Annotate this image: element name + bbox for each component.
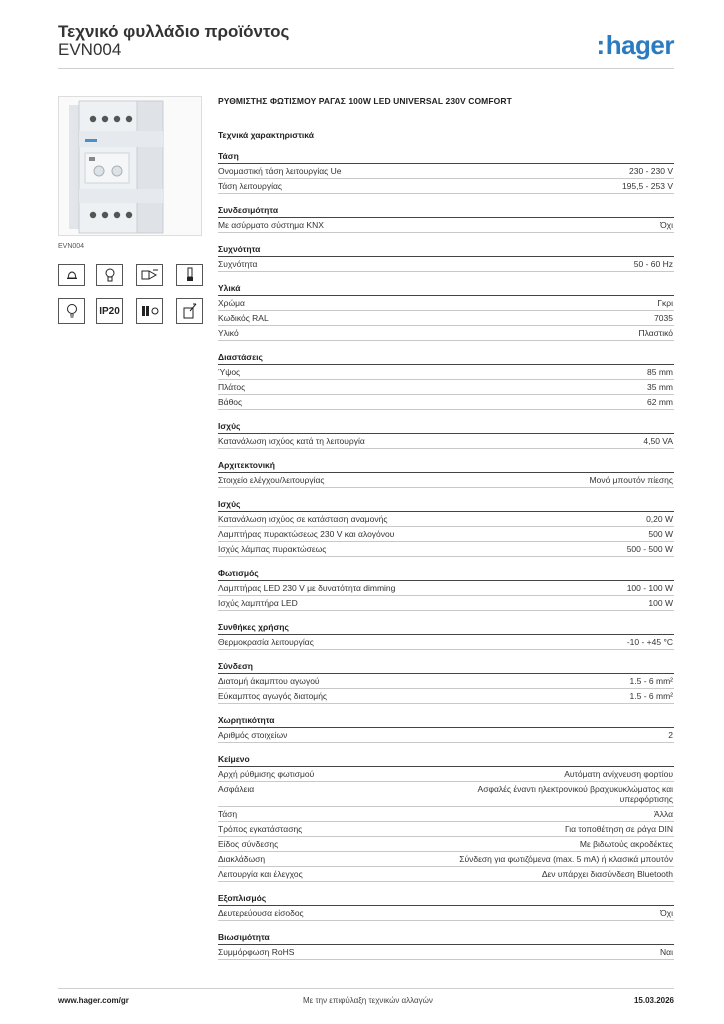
spec-section <box>218 661 674 704</box>
spec-section <box>218 205 674 233</box>
hager-logo[interactable] <box>597 30 674 61</box>
image-caption: EVN004 <box>58 243 85 250</box>
spec-row <box>218 257 674 272</box>
spec-label: Δευτερεύουσα είσοδος <box>218 908 304 918</box>
spec-value: Άλλα <box>654 809 673 819</box>
spec-row <box>218 512 674 527</box>
spec-label: Διακλάδωση <box>218 854 266 864</box>
spec-section <box>218 754 674 882</box>
spec-row <box>218 380 674 395</box>
din-module-illustration <box>59 97 202 236</box>
footer-website[interactable]: www.hager.com/gr <box>58 996 129 1005</box>
spec-row <box>218 635 674 650</box>
spec-value: Μονό μπουτόν πίεσης <box>589 475 673 485</box>
spec-value: Όχι <box>660 908 673 918</box>
spec-value: Δεν υπάρχει διασύνδεση Bluetooth <box>541 869 673 879</box>
spec-value: 100 - 100 W <box>626 583 673 593</box>
spec-value: 35 mm <box>647 382 673 392</box>
spec-value: 4,50 VA <box>643 436 673 446</box>
section-title: Βιωσιμότητα <box>218 932 674 945</box>
spec-value: 1.5 - 6 mm² <box>629 676 673 686</box>
spec-row <box>218 852 674 867</box>
spec-panel <box>218 96 674 960</box>
spec-label: Ύψος <box>218 367 241 377</box>
spec-label: Τρόπος εγκατάστασης <box>218 824 303 834</box>
spec-value: 500 W <box>648 529 673 539</box>
spec-section <box>218 352 674 410</box>
spec-label: Υλικό <box>218 328 239 338</box>
hand-touch-icon <box>176 298 203 324</box>
spec-value: -10 - +45 °C <box>626 637 673 647</box>
spec-row <box>218 807 674 822</box>
page-header <box>58 20 674 68</box>
spec-value: 7035 <box>654 313 673 323</box>
spec-value: 62 mm <box>647 397 673 407</box>
spec-section <box>218 421 674 449</box>
spec-label: Εύκαμπτος αγωγός διατομής <box>218 691 328 701</box>
section-title: Υλικά <box>218 283 674 296</box>
spec-value: Ασφαλές έναντι ηλεκτρονικού βραχυκυκλώματος και υπερφόρτισης <box>477 784 673 804</box>
spec-section <box>218 932 674 960</box>
spec-row <box>218 365 674 380</box>
spec-label: Θερμοκρασία λειτουργίας <box>218 637 314 647</box>
spec-label: Τάση λειτουργίας <box>218 181 283 191</box>
spec-label: Λειτουργία και έλεγχος <box>218 869 303 879</box>
section-title: Χωρητικότητα <box>218 715 674 728</box>
spec-value: Πλαστικό <box>638 328 673 338</box>
spec-label: Συμμόρφωση RoHS <box>218 947 295 957</box>
spec-label: Πλάτος <box>218 382 246 392</box>
section-title: Συχνότητα <box>218 244 674 257</box>
spec-row <box>218 179 674 194</box>
spec-sections <box>218 151 674 960</box>
spec-section <box>218 283 674 341</box>
spec-value: 195,5 - 253 V <box>621 181 673 191</box>
spec-row <box>218 689 674 704</box>
spec-value: Όχι <box>660 220 673 230</box>
spec-row <box>218 945 674 960</box>
spec-row <box>218 542 674 557</box>
footer-notice: Με την επιφύλαξη τεχνικών αλλαγών <box>303 996 433 1005</box>
spec-value: Με βιδωτούς ακροδέκτες <box>579 839 673 849</box>
spec-row <box>218 728 674 743</box>
spec-row <box>218 782 674 807</box>
product-name: ΡΥΘΜΙΣΤΗΣ ΦΩΤΙΣΜΟΥ ΡΑΓΑΣ 100W LED UNIVERSAL 230V COMFORT <box>218 96 512 106</box>
spec-label: Στοιχείο ελέγχου/λειτουργίας <box>218 475 325 485</box>
spec-label: Ασφάλεια <box>218 784 255 794</box>
spec-row <box>218 596 674 611</box>
spec-row <box>218 527 674 542</box>
spec-value: Για τοποθέτηση σε ράγα DIN <box>564 824 673 834</box>
lamp-icon <box>58 298 85 324</box>
spec-label: Με ασύρματο σύστημα KNX <box>218 220 324 230</box>
product-code: EVN004 <box>58 40 122 59</box>
footer-divider <box>58 988 674 989</box>
spec-label: Λαμπτήρας LED 230 V με δυνατότητα dimming <box>218 583 396 593</box>
spec-section <box>218 151 674 194</box>
tech-heading: Τεχνικά χαρακτηριστικά <box>218 130 314 140</box>
spec-row <box>218 822 674 837</box>
spec-value: 2 <box>668 730 673 740</box>
logo-mark: : <box>596 30 605 60</box>
spec-value: Ναι <box>660 947 673 957</box>
spec-label: Βάθος <box>218 397 243 407</box>
footer-date: 15.03.2026 <box>633 996 674 1005</box>
spec-row <box>218 164 674 179</box>
section-title: Συνθήκες χρήσης <box>218 622 674 635</box>
spec-label: Ισχύς λάμπας πυρακτώσεως <box>218 544 327 554</box>
spec-section <box>218 893 674 921</box>
ip20-icon: IP20 <box>96 298 123 324</box>
spec-row <box>218 296 674 311</box>
product-image <box>58 96 202 236</box>
led-lamp-icon <box>176 264 203 286</box>
spec-row <box>218 867 674 882</box>
section-title: Τάση <box>218 151 674 164</box>
bulb-icon <box>96 264 123 286</box>
spec-label: Αρχή ρύθμισης φωτισμού <box>218 769 315 779</box>
spec-row <box>218 395 674 410</box>
spec-label: Ισχύς λαμπτήρα LED <box>218 598 298 608</box>
header-divider <box>58 68 674 69</box>
spec-value: 0,20 W <box>646 514 673 524</box>
section-title: Συνδεσιμότητα <box>218 205 674 218</box>
spec-label: Κατανάλωση ισχύος σε κατάσταση αναμονής <box>218 514 388 524</box>
product-sidebar <box>58 96 204 317</box>
spec-row <box>218 581 674 596</box>
spec-label: Αριθμός στοιχείων <box>218 730 288 740</box>
spec-value: Γκρι <box>657 298 673 308</box>
spec-value: 85 mm <box>647 367 673 377</box>
spec-row <box>218 326 674 341</box>
din-rail-icon <box>136 298 163 324</box>
section-title: Ισχύς <box>218 499 674 512</box>
spec-label: Τάση <box>218 809 238 819</box>
spec-value: 230 - 230 V <box>629 166 673 176</box>
spec-value: Αυτόματη ανίχνευση φορτίου <box>564 769 673 779</box>
spec-row <box>218 674 674 689</box>
document-title: Τεχνικό φυλλάδιο προϊόντος <box>58 22 290 41</box>
spec-value: 50 - 60 Hz <box>633 259 673 269</box>
spec-label: Συχνότητα <box>218 259 258 269</box>
section-title: Εξοπλισμός <box>218 893 674 906</box>
spec-row <box>218 434 674 449</box>
spec-section <box>218 715 674 743</box>
spec-row <box>218 767 674 782</box>
spec-row <box>218 906 674 921</box>
spec-section <box>218 499 674 557</box>
spec-section <box>218 568 674 611</box>
spec-label: Ονομαστική τάση λειτουργίας Ue <box>218 166 342 176</box>
spec-row <box>218 218 674 233</box>
spec-label: Διατομή άκαμπτου αγωγού <box>218 676 320 686</box>
spec-value: 1.5 - 6 mm² <box>629 691 673 701</box>
section-title: Κείμενο <box>218 754 674 767</box>
section-title: Φωτισμός <box>218 568 674 581</box>
logo-text: hager <box>605 30 674 60</box>
section-title: Σύνδεση <box>218 661 674 674</box>
spec-label: Κατανάλωση ισχύος κατά τη λειτουργία <box>218 436 365 446</box>
spec-label: Κωδικός RAL <box>218 313 269 323</box>
spec-value: 500 - 500 W <box>626 544 673 554</box>
spec-label: Χρώμα <box>218 298 245 308</box>
spec-row <box>218 311 674 326</box>
spec-section <box>218 622 674 650</box>
bell-icon <box>58 264 85 286</box>
spec-row <box>218 837 674 852</box>
spec-label: Λαμπτήρας πυρακτώσεως 230 V και αλογόνου <box>218 529 395 539</box>
spec-value: 100 W <box>648 598 673 608</box>
spec-row <box>218 473 674 488</box>
section-title: Διαστάσεις <box>218 352 674 365</box>
section-title: Αρχιτεκτονική <box>218 460 674 473</box>
spec-value: Σύνδεση για φωτιζόμενα (max. 5 mA) ή κλασικά μπουτόν <box>459 854 673 864</box>
section-title: Ισχύς <box>218 421 674 434</box>
spec-label: Είδος σύνδεσης <box>218 839 279 849</box>
spec-section <box>218 244 674 272</box>
dimmer-icon <box>136 264 163 286</box>
spec-section <box>218 460 674 488</box>
